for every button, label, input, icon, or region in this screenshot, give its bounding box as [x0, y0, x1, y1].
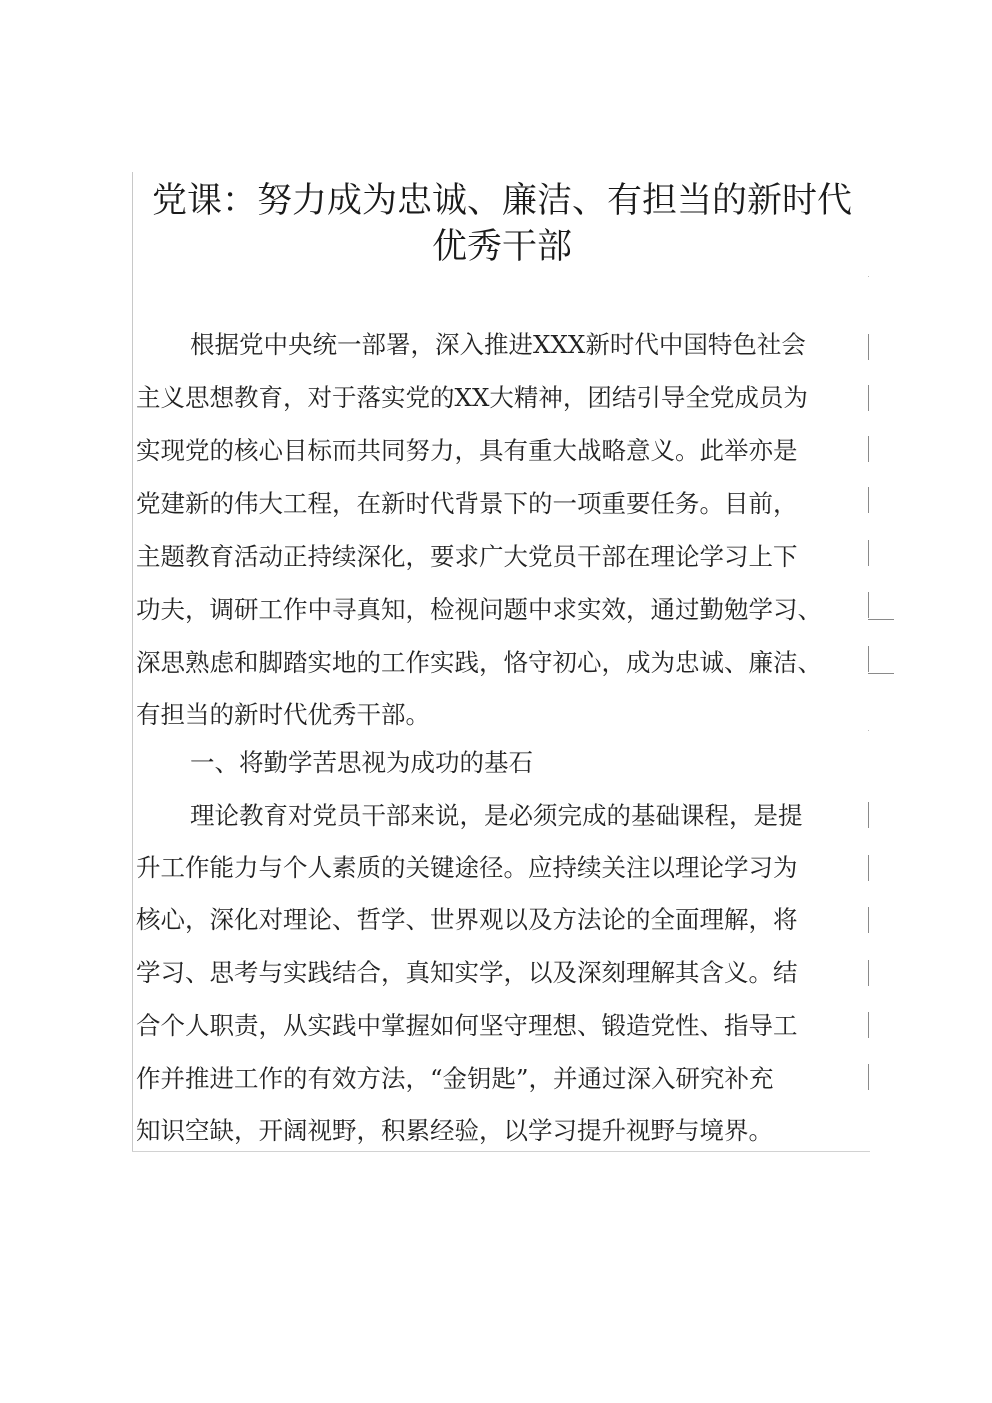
margin-mark: [868, 592, 869, 618]
text-line: 学习、思考与实践结合，真知实学，以及深刻理解其含义。结: [136, 958, 798, 987]
margin-mark: [868, 540, 869, 566]
margin-mark: [868, 730, 869, 731]
text-line: 实现党的核心目标而共同努力，具有重大战略意义。此举亦是: [136, 436, 798, 465]
text-line: 有担当的新时代优秀干部。: [136, 700, 430, 729]
heading-text: 一、将勤学苦思视为成功的基石: [190, 748, 533, 777]
text-line: 核心，深化对理论、哲学、世界观以及方法论的全面理解，将: [136, 905, 798, 934]
text-line: 知识空缺，开阔视野，积累经验，以学习提升视野与境界。: [136, 1116, 773, 1145]
text-line: 作并推进工作的有效方法，“金钥匙”，并通过深入研究补充: [136, 1064, 774, 1093]
margin-mark: [868, 436, 869, 462]
title-line-1: 党课：努力成为忠诚、廉洁、有担当的新时代: [151, 181, 852, 221]
margin-mark: [868, 276, 869, 277]
margin-mark: [868, 619, 894, 620]
margin-mark: [868, 960, 869, 986]
margin-mark: [868, 802, 869, 828]
margin-mark: [868, 907, 869, 933]
page-frame-left-border: [132, 172, 133, 1152]
margin-mark: [868, 1064, 869, 1090]
margin-mark: [868, 1012, 869, 1038]
title-line-2: 优秀干部: [431, 227, 572, 267]
margin-mark: [868, 673, 894, 674]
margin-mark: [868, 334, 869, 360]
text-line: 主题教育活动正持续深化，要求广大党员干部在理论学习上下: [136, 542, 798, 571]
margin-mark: [868, 487, 869, 513]
text-line: 合个人职责，从实践中掌握如何坚守理想、锻造党性、指导工: [136, 1011, 798, 1040]
text-line: 党建新的伟大工程，在新时代背景下的一项重要任务。目前，: [136, 489, 798, 518]
margin-mark: [868, 855, 869, 881]
margin-mark: [868, 646, 869, 672]
text-line: 升工作能力与个人素质的关键途径。应持续关注以理论学习为: [136, 853, 798, 882]
text-line: 理论教育对党员干部来说，是必须完成的基础课程，是提: [190, 801, 803, 830]
text-line: 功夫，调研工作中寻真知，检视问题中求实效，通过勤勉学习、: [136, 595, 822, 624]
margin-mark: [868, 385, 869, 411]
text-line: 深思熟虑和脚踏实地的工作实践，恪守初心，成为忠诚、廉洁、: [136, 648, 822, 677]
document-title: [134, 178, 870, 270]
text-line: 根据党中央统一部署，深入推进XXX新时代中国特色社会: [190, 330, 806, 359]
text-line: 主义思想教育，对于落实党的XX大精神，团结引导全党成员为: [136, 383, 808, 412]
